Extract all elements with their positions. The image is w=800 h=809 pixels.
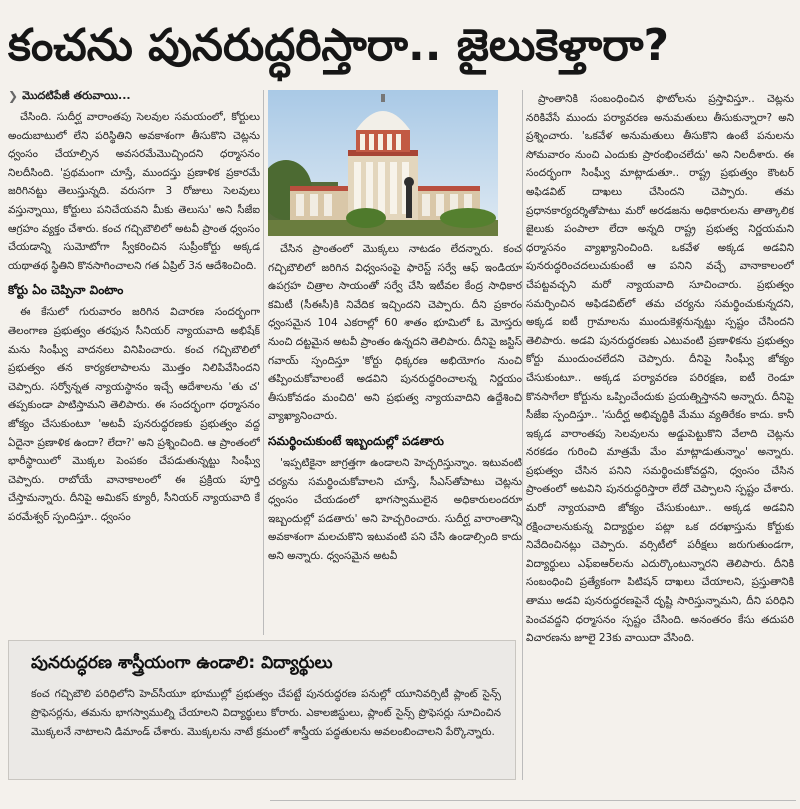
column-2 — [268, 90, 522, 640]
students-sidebar-box — [8, 640, 516, 780]
chevron-right-icon: ❯ — [8, 89, 19, 103]
sidebar-box-title: పునరుద్ధరణ శాస్త్రీయంగా ఉండాలి: విద్యార్థులు — [31, 653, 333, 673]
supreme-court-photo — [268, 90, 498, 236]
headline: కంచను పునరుద్ధరిస్తారా.. జైలుకెళ్తారా? — [8, 20, 669, 71]
column-2-subhead: సమర్థించుకుంటే ఇబ్బందుల్లో పడతారు — [268, 433, 444, 448]
supreme-court-building-image — [268, 90, 498, 236]
continued-kicker — [8, 86, 260, 106]
column-2-paragraph-2: 'ఇప్పటికైనా జాగ్రత్తగా ఉండాలని హెచ్చరిస్తున్నాం. ఇటువంటి చర్యను సమర్థించుకోవాలని చూస్తే, సీఎస్‌తోపాటు చెట్లను ధ్వంసం చేయడంలో భాగస్వాములైన అధికారులందరూ ఇబ్బందుల్లో పడతారు' అని హెచ్చరించారు. సుదీర్ఘ వారాంతాన్ని అవకాశంగా మలచుకొని ఇటువంటి పని చేసి ఉండాల్సింది కాదు అని అన్నారు. ధ్వంసమైన అటవీ — [268, 456, 522, 562]
column-divider-2 — [522, 90, 523, 780]
column-1-paragraph-1: చేసింది. సుదీర్ఘ వారాంతపు సెలవుల సమయంలో, కోర్టులు అందుబాటులో లేని పరిస్థితిని అవకాశంగా తీసుకొని చెట్లను ధ్వంసం చేయాల్సిన అవసరమేమొచ్చిందని ధర్మాసనం నిలదీసింది. 'ప్రథమంగా చూస్తే, ముందస్తు ప్రణాళిక ప్రకారమే జరిగినట్టు తెలుస్తున్నది. వరుసగా 3 రోజులు సెలవులు వస్తున్నాయి, కోర్టులు పనిచేయవని మీకు తెలుసు' అని సీజేఐ ఆగ్రహం వ్యక్తం చేశారు. కంచ గచ్చిబౌలిలో అటవీ ప్రాంత ధ్వంసం చేయడాన్ని సుమోటోగా స్వీకరించిన సుప్రీంకోర్టు అక్కడ యథాతథ స్థితిని కొనసాగించాలని గత ఏప్రిల్ 3న ఆదేశించింది. — [8, 111, 260, 272]
column-1-subhead: కోర్టు ఏం చెప్పినా వింటాం — [8, 283, 124, 298]
column-2-paragraph-1: చేసిన ప్రాంతంలో మొక్కలు నాటడం లేదన్నారు. కంచ గచ్చిబౌలిలో జరిగిన విధ్వంసంపై ఫారెస్ట్ సర్వే ఆఫ్ ఇండియా ఉపగ్రహ చిత్రాల సాయంతో సర్వే చేసి ఇటీవల కేంద్ర సాధికార కమిటీ (సీఈసీ)కి నివేదిక ఇచ్చిందని చెప్పారు. దీని ప్రకారం ధ్వంసమైన 104 ఎకరాల్లో 60 శాతం భూమిలో ఓ మోస్తరు నుంచి దట్టమైన అటవీ ప్రాంతం ఉన్నదని తెలిపారు. దీనిపై జస్టిస్ గవాయ్ స్పందిస్తూ 'కోర్టు ధిక్కరణ అభియోగం నుంచి తప్పించుకోవాలంటే అడవిని పునరుద్ధరించాలన్న నిర్ణయం తీసుకోవడం మంచిది' అని ప్రభుత్వ న్యాయవాదిని ఉద్దేశించి వ్యాఖ్యానించారు. — [268, 243, 522, 423]
column-divider-1 — [263, 90, 264, 635]
bottom-rule — [270, 800, 796, 801]
column-1 — [8, 86, 260, 636]
column-1-paragraph-2: ఈ కేసులో గురువారం జరిగిన విచారణ సందర్భంగా తెలంగాణ ప్రభుత్వం తరఫున సీనియర్ న్యాయవాది అభిషేక్ మను సింఘ్వీ వాదనలు వినిపించారు. కంచ గచ్చిబౌలిలో ప్రభుత్వం తన కార్యకలాపాలను మొత్తం నిలిపివేసిందని చెప్పారు. సర్వోన్నత న్యాయస్థానం ఇచ్చే ఆదేశాలను 'తు చ' తప్పకుండా పాటిస్తామని తెలిపారు. ఈ సందర్భంగా ధర్మాసనం జోక్యం చేసుకుంటూ 'అటవీ పునరుద్ధరణకు ప్రభుత్వం వద్ద ఏదైనా ప్రణాళిక ఉందా? లేదా?' అని ప్రశ్నించింది. ఆ ప్రాంతంలో భారీస్థాయిలో మొక్కల పెంపకం చేపడుతున్నట్టు సింఘ్వీ చెప్పారు. రాబోయే వానాకాలంలో ఈ ప్రక్రియ పూర్తి చేస్తామన్నారు. దీనిపై అమికస్ క్యూరీ, సీనియర్ న్యాయవాది కే పరమేశ్వర్ స్పందిస్తూ.. ధ్వంసం — [8, 306, 260, 523]
column-3-paragraph-1: ప్రాంతానికి సంబంధించిన ఫొటోలను ప్రస్తావిస్తూ.. చెట్లను నరికివేసే ముందు పర్యావరణ అనుమతులు తీసుకున్నారా? అని ప్రశ్నించారు. 'ఒకవేళ అనుమతులు తీసుకొని ఉంటే పనులను సోమవారం నుంచి ఎందుకు ప్రారంభించలేదు' అని నిలదీశారు. ఈ సందర్భంగా సింఘ్వీ మాట్లాడుతూ.. రాష్ట్ర ప్రభుత్వం కౌంటర్ అఫిడవిట్ దాఖలు చేసిందని చెప్పారు. తమ ప్రధానకార్యదర్శితోపాటు మరో అరడజను అధికారులను తాత్కాలిక జైలుకు పంపాలా లేదా అన్నది రాష్ట్ర ప్రభుత్వ నిర్ణయమని ధర్మాసనం వ్యాఖ్యానించింది. ఒకవేళ అక్కడ అడవిని పునరుద్ధరించదలుచుకుంటే ఆ పనిని వచ్చే వానాకాలంలో చేపట్టవచ్చని మరో న్యాయవాది సూచించారు. ప్రభుత్వం సమర్పించిన అఫిడవిట్‌లో తమ చర్యను సమర్థించుకున్నదని, అక్కడ ఐటీ గ్రామాలను ముందుకెళ్లనున్నట్టు స్పష్టం చేసిందని తెలిపారు. అడవి పునరుద్ధరణకు ఎటువంటి ప్రణాళికను ప్రభుత్వం కోర్టు ముందుంచలేదని చెప్పారు. దీనిపై సింఘ్వీ జోక్యం చేసుకుంటూ.. అక్కడ పర్యావరణ పరిరక్షణ, ఐటీ రెండూ కొనసాగేలా కోర్టును ఒప్పించేందుకు ప్రయత్నిస్తానని అన్నారు. దీనిపై సీజేఐ స్పందిస్తూ.. 'సుదీర్ఘ అభివృద్ధికి మేము వ్యతిరేకం కాదు. కానీ ఇక్కడ వారాంతపు సెలవులను అడ్డుపెట్టుకొని వేలాది చెట్లను నరకడం గురించి మాత్రమే మేం మాట్లాడుతున్నాం' అన్నారు. ప్రభుత్వం చేసిన పనిని సమర్థించుకోవద్దని, ధ్వంసం చేసిన ప్రాంతంలో అటవిని పునరుద్ధరిస్తారా లేదో చెప్పాలని స్పష్టం చేశారు. మరో న్యాయవాది జోక్యం చేసుకుంటూ.. అక్కడ అడవిని రక్షించాలనుకున్న విద్యార్థుల పట్లా ఒక దరఖాస్తును కోర్టుకు నివేదించినట్లు చెప్పారు. వర్సిటీలో పరీక్షలు జరుగుతుండగా, విద్యార్థులు ఎఫ్ఐఆర్‌లను ఎదుర్కొంటున్నారని తెలిపారు. దీనికి సంబంధించి ప్రత్యేకంగా పిటిషన్ దాఖలు చేయాలని, ప్రస్తుతానికి తాము అడవి పునరుద్ధరణపైనే దృష్టి సారిస్తున్నామని, దీని పరిధిని పెంచవద్దని ధర్మాసనం స్పష్టం చేసింది. అనంతరం కేసు తదుపరి విచారణను జూలై 23కు వాయిదా వేసింది. — [526, 93, 794, 645]
kicker-text: మొదటిపేజీ తరువాయి... — [22, 89, 131, 102]
sidebar-box-body: కంచ గచ్చిబౌలి పరిధిలోని హెచ్‌సీయూ భూముల్లో ప్రభుత్వం చేపట్టే పునరుద్ధరణ పనుల్లో యూనివర్సిటీ ప్లాంట్ సైన్స్ ప్రొఫెసర్లను, తమను భాగస్వాముల్ని చేయాలని విద్యార్థులు కోరారు. ఎకాలజిస్టులు, ప్లాంట్ సైన్స్ ప్రొఫెసర్లు సూచించిన మొక్కలనే నాటాలని డిమాండ్ చేశారు. మొక్కలను నాటే క్రమంలో శాస్త్రీయ పద్ధతులను అవలంబించాలని పేర్కొన్నారు. — [31, 688, 501, 738]
column-3 — [526, 90, 794, 780]
